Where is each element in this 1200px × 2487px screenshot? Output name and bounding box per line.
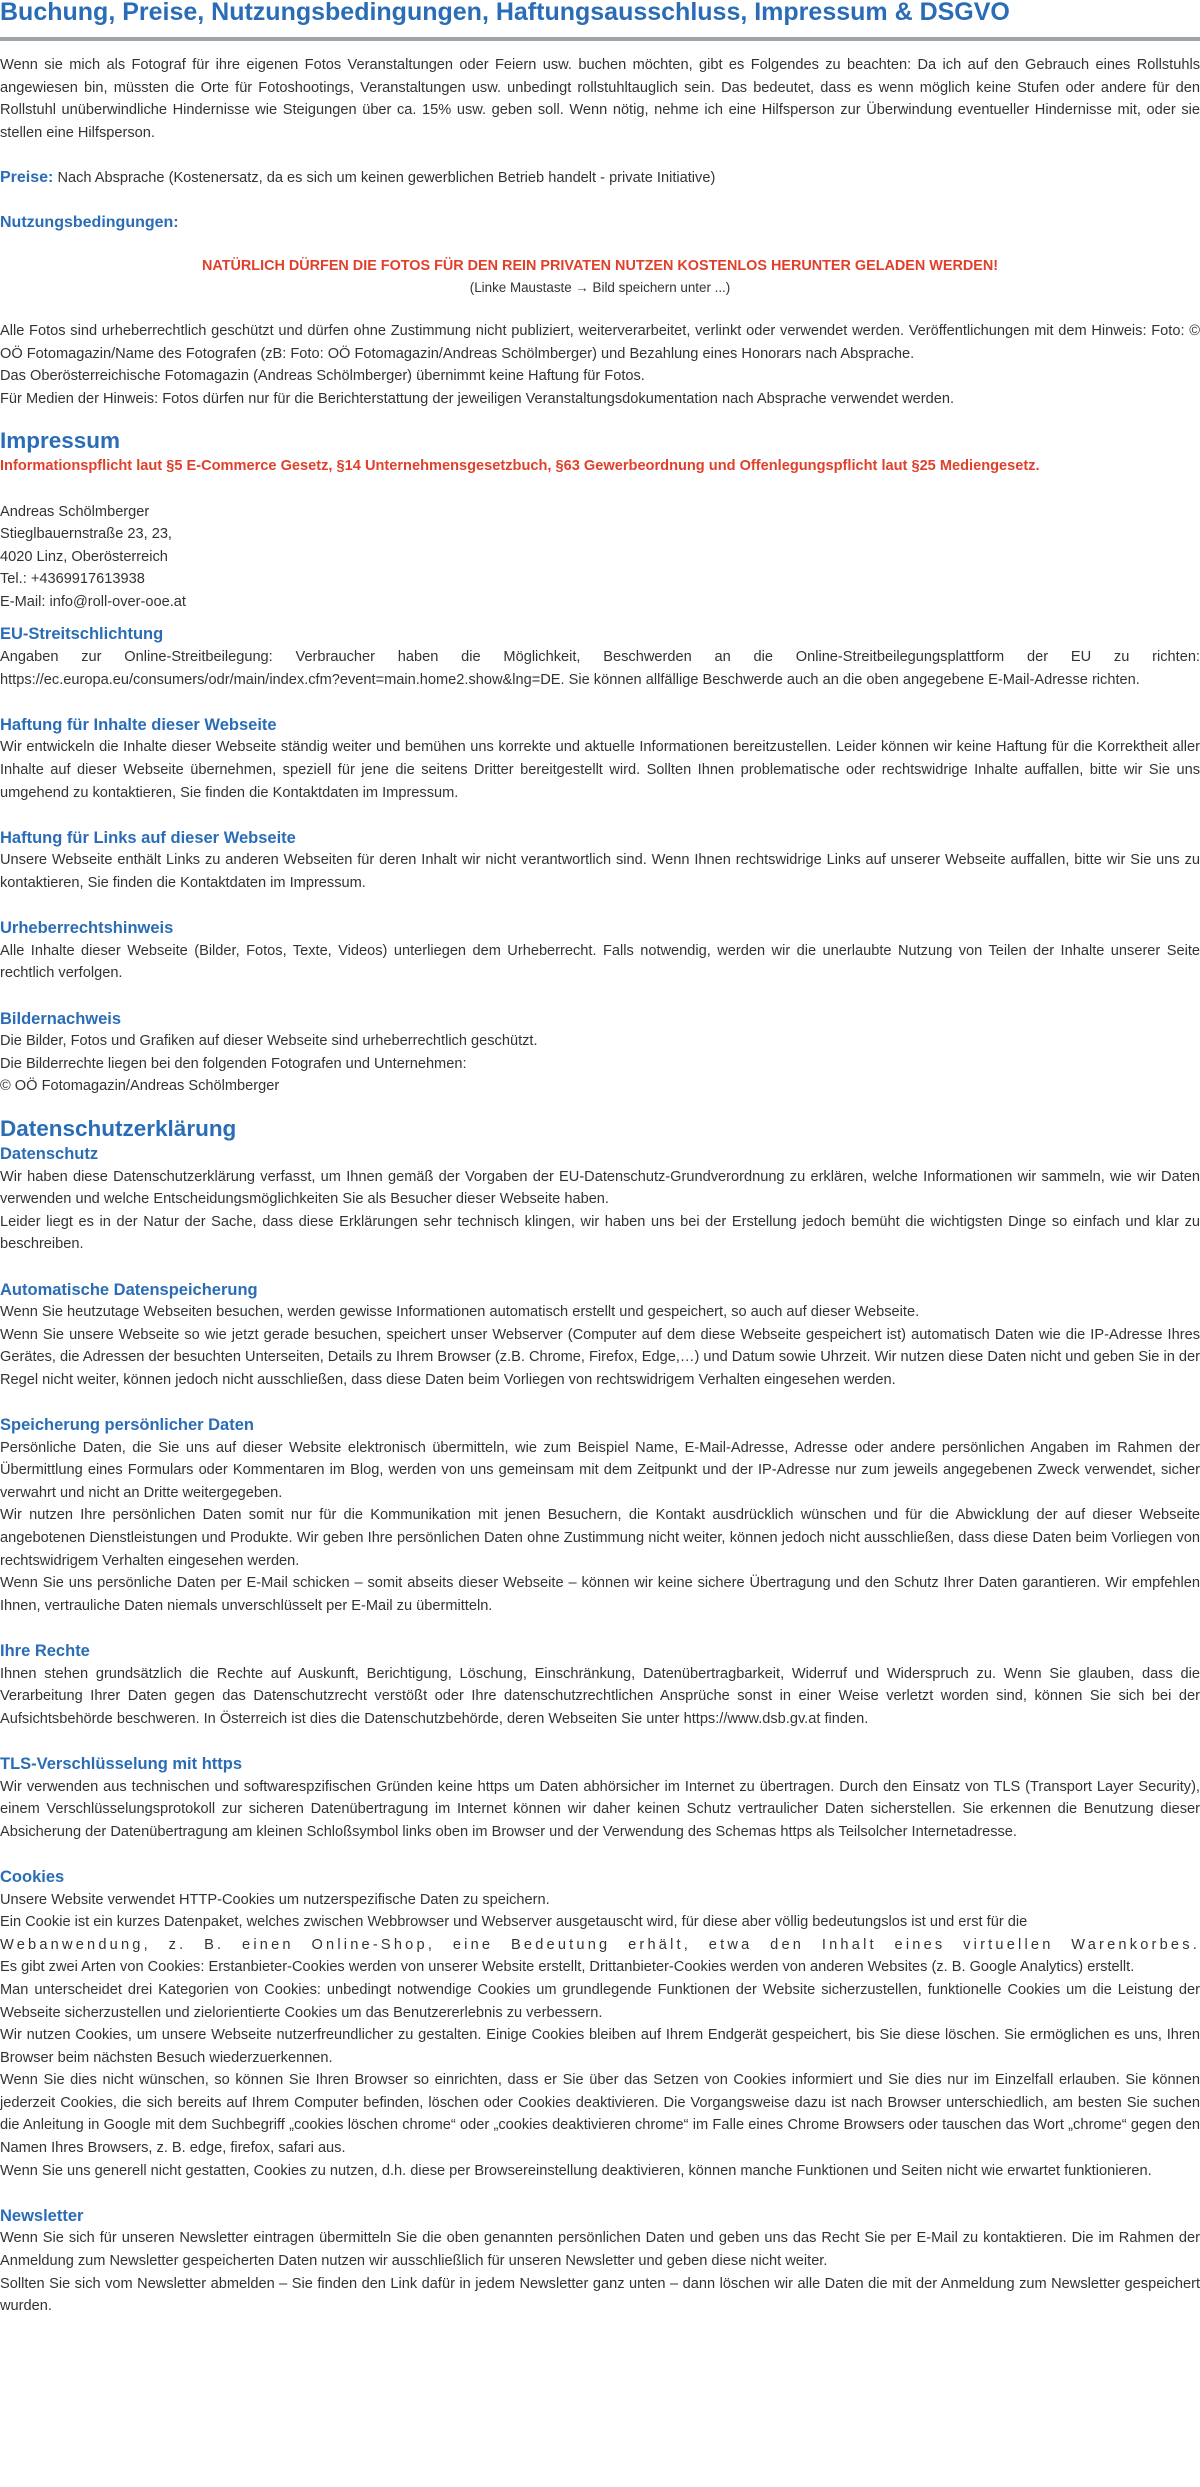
cookies-text: Wenn Sie dies nicht wünschen, so können Sie Ihren Browser so einrichten, dass er Sie über das Setzen von Cookies informiert und Sie dies nur im Einzelfall erlauben. Sie können jederzeit Cookies, die sich bereits auf Ihrem Computer befinden, löschen oder Cookies deaktivieren. Die Vorgangsweise dazu ist nach Browser unterschiedlich, am besten Sie suchen die Anleitung in Google mit dem Suchbegriff „cookies löschen chrome“ oder „cookies deaktivieren chrome“ im Falle eines Chrome Browsers oder tauschen das Wort „chrome“ gegen den Namen Ihres Browsers, z. B. edge, firefox, safari aus.	[0, 2072, 1200, 2157]
auto-storage-text: Wenn Sie heutzutage Webseiten besuchen, werden gewisse Informationen automatisch erstellt und gespeichert, so auch auf dieser Webseite.	[0, 1304, 920, 1321]
cookies-text: Ein Cookie ist ein kurzes Datenpaket, welches zwischen Webbrowser und Webserver ausgetauscht wird, für diese aber völlig bedeutungslos ist und erst für die	[0, 1914, 1028, 1931]
privacy-intro-text: Wir haben diese Datenschutzerklärung verfasst, um Ihnen gemäß der Vorgaben der EU-Datenschutz-Grundverordnung zu erklären, welche Informationen wir sammeln, wie wir Daten verwenden und welche Entscheidungsmöglichkeiten Sie als Besucher dieser Webseite haben.	[0, 1168, 1200, 1208]
terms-copyright-text: Alle Fotos sind urheberrechtlich geschützt und dürfen ohne Zustimmung nicht publiziert, weiterverarbeitet, verlinkt oder verwendet werden. Veröffentlichungen mit dem Hinweis: Foto: © OÖ Fotomagazin/Name des Fotografen (zB: Foto: OÖ Fotomagazin/Andreas Schölmberger) und Bezahlung eines Honorars nach Absprache.	[0, 322, 1200, 362]
newsletter-text: Sollten Sie sich vom Newsletter abmelden – Sie finden den Link dafür in jedem Newsletter ganz unten – dann löschen wir alle Daten die mit der Anmeldung zum Newsletter gespeichert wurden.	[0, 2275, 1200, 2315]
tls-text: Wir verwenden aus technischen und softwarespzifischen Gründen keine https um Daten abhörsicher im Internet zu übertragen. Durch den Einsatz von TLS (Transport Layer Security), einem Verschlüsselungsprotokoll zur sicheren Datenübertragung im Internet können wir daher keinen Schutz vertraulicher Daten sicherstellen. Sie erkennen die Benutzung dieser Absicherung der Datenübertragung am kleinen Schloßsymbol links oben im Browser und der Verwendung des Schemas https als Teilsolcher Internetadresse.	[0, 1778, 1200, 1840]
auto-storage-text: Wenn Sie unsere Webseite so wie jetzt gerade besuchen, speichert unser Webserver (Computer auf dem diese Webseite gespeichert ist) automatisch Daten wie die IP-Adresse Ihres Gerätes, die Adressen der besuchten Unterseiten, Details zu Ihrem Browser (z.B. Chrome, Firefox, Edge,…) und Datum sowie Uhrzeit. Wir nutzen diese Daten nicht und geben Sie in der Regel nicht weiter, können jedoch nicht ausschließen, dass diese Daten beim Vorliegen von rechtswidrigem Verhalten eingesehen werden.	[0, 1326, 1200, 1388]
prices-row	[0, 167, 1200, 190]
copyright-text: Alle Inhalte dieser Webseite (Bilder, Fotos, Texte, Videos) unterliegen dem Urheberrecht. Falls notwendig, werden wir die unerlaubte Nutzung von Teilen der Inhalte unserer Seite rechtlich verfolgen.	[0, 942, 1200, 982]
address-phone: Tel.: +4369917613938	[0, 571, 145, 588]
address-street: Stieglbauernstraße 23, 23,	[0, 526, 172, 543]
terms-media-text: Für Medien der Hinweis: Fotos dürfen nur für die Berichterstattung der jeweiligen Veranstaltungsdokumentation nach Absprache verwendet werden.	[0, 390, 954, 407]
terms-hint: (Linke Maustaste → Bild speichern unter ...)	[469, 280, 731, 296]
title-divider	[0, 37, 1200, 41]
cookies-heading: Cookies	[0, 1867, 65, 1886]
cookies-text: Es gibt zwei Arten von Cookies: Erstanbieter-Cookies werden von unserer Website erstellt, Drittanbieter-Cookies werden von anderen Websites (z. B. Google Analytics) erstellt.	[0, 1959, 1135, 1976]
eu-dispute-text: Angaben zur Online-Streitbeilegung: Verbraucher haben die Möglichkeit, Beschwerden an die Online-Streitbeilegungsplattform der EU zu richten: https://ec.europa.eu/consumers/odr/main/index.cfm?event=main.home2.show&lng=DE. Sie können allfällige Beschwerde auch an die oben angegebene E-Mail-Adresse richten.	[0, 649, 1200, 688]
rights-text: Ihnen stehen grundsätzlich die Rechte auf Auskunft, Berichtigung, Löschung, Einschränkung, Datenübertragbarkeit, Widerruf und Widerspruch zu. Wenn Sie glauben, dass die Verarbeitung Ihrer Daten gegen das Datenschutzrecht verstößt oder Ihre datenschutzrechtlichen Ansprüche sonst in einer Weise verletzt worden sind, können Sie sich bei der Aufsichtsbehörde beschweren. In Österreich ist dies die Datenschutzbehörde, deren Webseiten Sie unter https://www.dsb.gv.at finden.	[0, 1665, 1200, 1727]
personal-data-text: Wir nutzen Ihre persönlichen Daten somit nur für die Kommunikation mit jenen Besuchern, die Kontakt ausdrücklich wünschen und für die Abwicklung der auf dieser Webseite angebotenen Dienstleistungen und Produkte. Wir geben Ihre persönlichen Daten ohne Zustimmung nicht weiter, können jedoch nicht ausschließen, dass diese Daten beim Vorliegen von rechtswidrigem Verhalten eingesehen werden.	[0, 1507, 1200, 1569]
page-title: Buchung, Preise, Nutzungsbedingungen, Haftungsausschluss, Impressum & DSGVO	[0, 0, 1010, 26]
newsletter-text: Wenn Sie sich für unseren Newsletter eintragen übermitteln Sie die oben genannten persönlichen Daten und geben uns das Recht Sie per E-Mail zu kontaktieren. Die im Rahmen der Anmeldung zum Newsletter gespeicherten Daten nutzen wir ausschließlich für unseren Newsletter und geben diese nicht weiter.	[0, 2230, 1200, 2270]
address-name: Andreas Schölmberger	[0, 503, 150, 520]
cookies-text: Wir nutzen Cookies, um unsere Webseite nutzerfreundlicher zu gestalten. Einige Cookies bleiben auf Ihrem Endgerät gespeichert, bis Sie diese löschen. Sie ermöglichen es uns, Ihren Browser beim nächsten Besuch wiederzuerkennen.	[0, 2027, 1200, 2066]
personal-data-heading: Speicherung persönlicher Daten	[0, 1416, 254, 1435]
privacy-intro-text: Leider liegt es in der Natur der Sache, dass diese Erklärungen sehr technisch klingen, wir haben uns bei der Erstellung jedoch bemüht die wichtigsten Dinge so einfach und klar zu beschreiben.	[0, 1213, 1200, 1253]
imprint-heading: Impressum	[0, 428, 121, 454]
image-credits-line: Die Bilderrechte liegen bei den folgenden Fotografen und Unternehmen:	[0, 1055, 467, 1072]
address-email[interactable]: E-Mail: info@roll-over-ooe.at	[0, 593, 186, 610]
copyright-heading: Urheberrechtshinweis	[0, 919, 174, 938]
image-credits-line: Die Bilder, Fotos und Grafiken auf dieser Webseite sind urheberrechtlich geschützt.	[0, 1033, 538, 1050]
terms-notice: NATÜRLICH DÜRFEN DIE FOTOS FÜR DEN REIN PRIVATEN NUTZEN KOSTENLOS HERUNTER GELADEN WERDEN!	[201, 257, 999, 274]
cookies-text: Wenn Sie uns generell nicht gestatten, Cookies zu nutzen, d.h. diese per Browsereinstellung deaktivieren, können manche Funktionen und Seiten nicht wie erwartet funktionieren.	[0, 2162, 1152, 2179]
prices-text: Nach Absprache (Kostenersatz, da es sich um keinen gewerblichen Betrieb handelt - private Initiative)	[57, 169, 716, 186]
address-city: 4020 Linz, Oberösterreich	[0, 548, 168, 565]
rights-heading: Ihre Rechte	[0, 1642, 90, 1660]
cookies-text: Unsere Website verwendet HTTP-Cookies um nutzerspezifische Daten zu speichern.	[0, 1891, 550, 1908]
image-credits-line: © OÖ Fotomagazin/Andreas Schölmberger	[0, 1078, 280, 1095]
content-liability-heading: Haftung für Inhalte dieser Webseite	[0, 715, 277, 734]
content-liability-text: Wir entwickeln die Inhalte dieser Webseite ständig weiter und bemühen uns korrekte und aktuelle Informationen bereitzustellen. Leider können wir keine Haftung für die Korrektheit aller Inhalte auf dieser Webseite übernehmen, speziell für jene die seitens Dritter bereitgestellt wird. Sollten Ihnen problematische oder rechtswidrige Inhalte auffallen, bitte wir Sie uns umgehend zu kontaktieren, Sie finden die Kontaktdaten im Impressum.	[0, 739, 1200, 801]
terms-heading: Nutzungsbedingungen:	[0, 214, 179, 232]
newsletter-heading: Newsletter	[0, 2206, 84, 2225]
cookies-text: Man unterscheidet drei Kategorien von Cookies: unbedingt notwendige Cookies um grundlegende Funktionen der Website sicherzustellen, funktionelle Cookies um die Leistung der Webseite sicherzustellen und zielorientierte Cookies um das Benutzererlebnis zu verbessern.	[0, 1981, 1200, 2021]
privacy-subheading: Datenschutz	[0, 1144, 99, 1163]
personal-data-text: Wenn Sie uns persönliche Daten per E-Mail schicken – somit abseits dieser Webseite – können wir keine sichere Übertragung und den Schutz Ihrer Daten garantieren. Wir empfehlen Ihnen, vertrauliche Daten niemals unverschlüsselt per E-Mail zu übermitteln.	[0, 1575, 1200, 1614]
personal-data-text: Persönliche Daten, die Sie uns auf dieser Website elektronisch übermitteln, wie zum Beispiel Name, E-Mail-Adresse, Adresse oder andere persönlichen Angaben im Rahmen der Übermittlung eines Formulars oder Kommentaren im Blog, werden von uns gemeinsam mit dem Zeitpunkt und der IP-Adresse nur zum jeweils angegebenen Zweck verwendet, sicher verwahrt und nicht an Dritte weitergegeben.	[0, 1439, 1200, 1501]
eu-dispute-heading: EU-Streitschlichtung	[0, 625, 164, 644]
booking-text: Wenn sie mich als Fotograf für ihre eigenen Fotos Veranstaltungen oder Feiern usw. buchen möchten, gibt es Folgendes zu beachten: Da ich auf den Gebrauch eines Rollstuhls angewiesen bin, müssten die Orte für Fotoshootings, Veranstaltungen usw. unbedingt rollstuhltauglich sein. Das bedeutet, dass es wenn möglich keine Stufen oder andere für den Rollstuhl unüberwindliche Hindernisse wie Steigungen über ca. 15% usw. geben soll. Wenn nötig, nehme ich eine Hilfsperson zur Überwindung eventueller Hindernisse mit, oder sie stellen eine Hilfsperson.	[0, 57, 1200, 141]
link-liability-text: Unsere Webseite enthält Links zu anderen Webseiten für deren Inhalt wir nicht verantwortlich sind. Wenn Ihnen rechtswidrige Links auf unserer Webseite auffallen, bitte wir Sie uns zu kontaktieren, Sie finden die Kontaktdaten im Impressum.	[0, 852, 1200, 891]
auto-storage-heading: Automatische Datenspeicherung	[0, 1280, 258, 1299]
image-credits-heading: Bildernachweis	[0, 1009, 122, 1028]
link-liability-heading: Haftung für Links auf dieser Webseite	[0, 828, 296, 847]
terms-liability-text: Das Oberösterreichische Fotomagazin (Andreas Schölmberger) übernimmt keine Haftung für Fotos.	[0, 368, 645, 385]
cookies-text: Webanwendung, z. B. einen Online-Shop, eine Bedeutung erhält, etwa den Inhalt eines virtuellen Warenkorbes.	[0, 1936, 1200, 1953]
privacy-heading: Datenschutzerklärung	[0, 1115, 237, 1141]
tls-heading: TLS-Verschlüsselung mit https	[0, 1754, 243, 1773]
prices-label: Preise:	[0, 168, 54, 186]
imprint-subheading: Informationspflicht laut §5 E-Commerce Gesetz, §14 Unternehmensgesetzbuch, §63 Gewerbeordnung und Offenlegungspflicht laut §25 Mediengesetz.	[0, 458, 1040, 475]
